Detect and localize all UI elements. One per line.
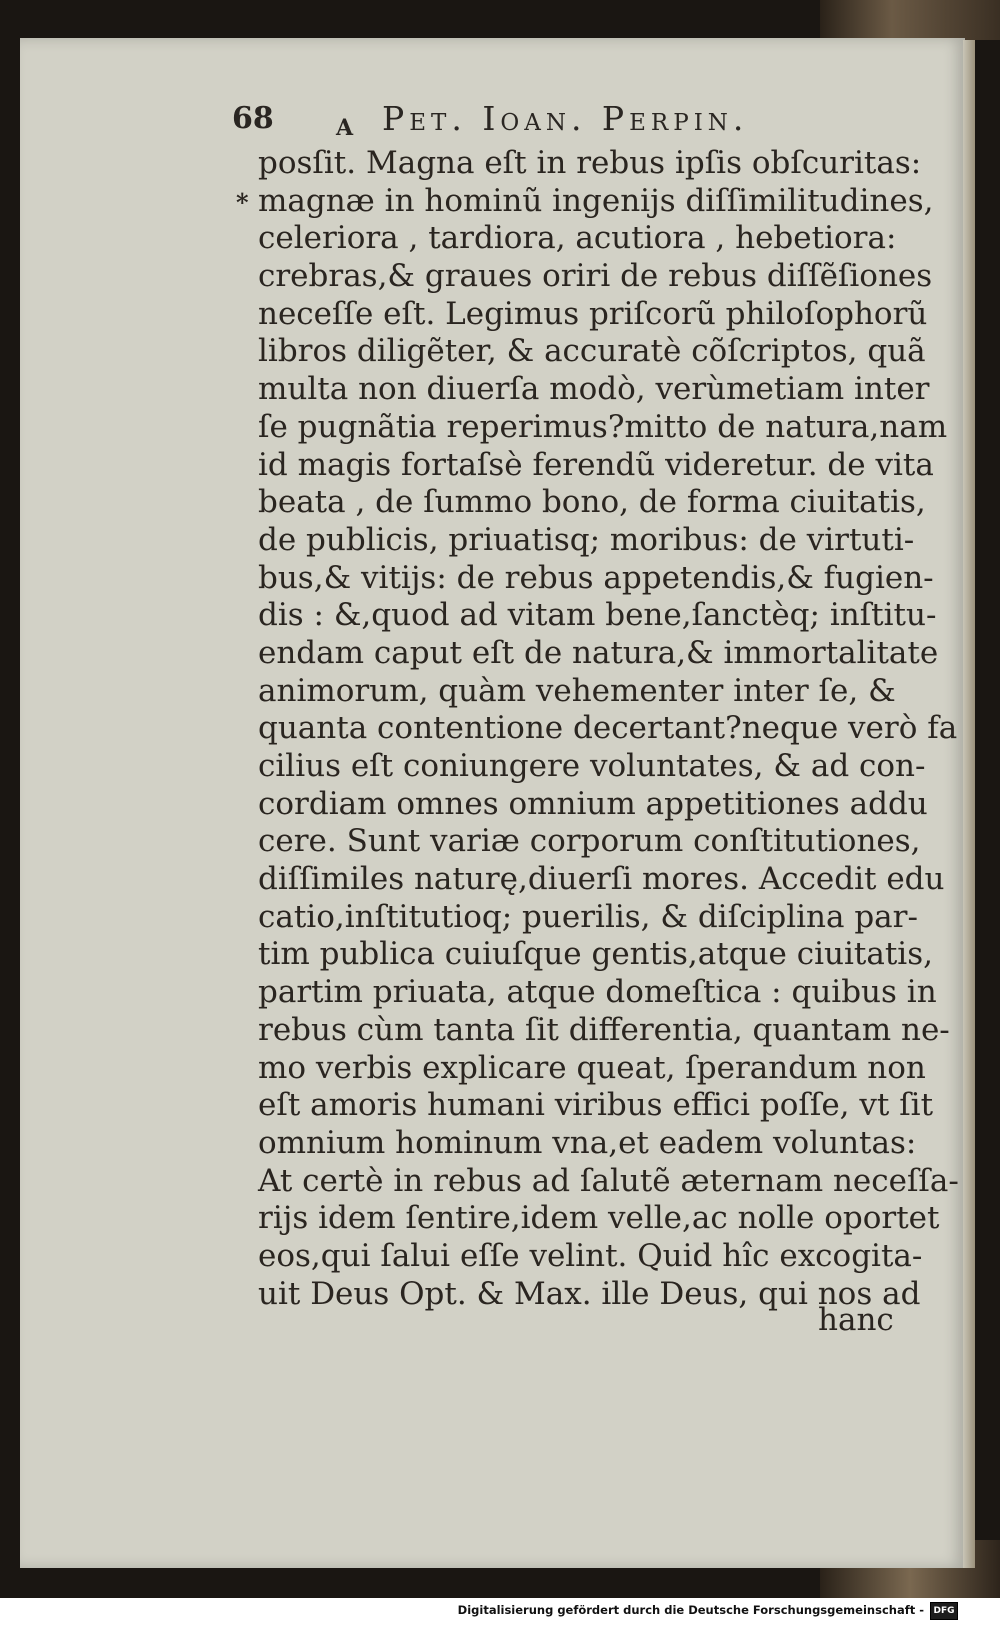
body-text [258, 145, 959, 1313]
page-header [232, 101, 792, 145]
text-line: mo verbis explicare queat, ſperandum non [258, 1049, 926, 1086]
text-line: de publicis, priuatisq; moribus: de virtuti- [258, 521, 915, 558]
text-line: multa non diuerſa modò, verùmetiam inter [258, 371, 930, 408]
catchword: hanc [818, 1302, 894, 1338]
folio-number: 68 [232, 101, 274, 136]
page-edge [963, 40, 975, 1568]
text-line: cordiam omnes omnium appetitiones addu [258, 785, 928, 822]
text-line: eos,qui ſalui eſſe velint. Quid hîc excogita- [258, 1237, 923, 1274]
text-line: diſſimiles naturę,diuerſi mores. Accedit edu [258, 861, 945, 898]
binding-top [820, 0, 1000, 40]
text-line: beata , de ſummo bono, de forma ciuitatis, [258, 484, 926, 521]
text-line: cilius eſt coniungere voluntates, & ad con- [258, 748, 926, 784]
text-line: magnæ in hominũ ingenijs diſſimilitudines, [258, 182, 934, 219]
text-line: crebras,& graues oriri de rebus diſſẽſiones [258, 258, 933, 295]
text-line: partim priuata, atque domeſtica : quibus in [258, 974, 937, 1011]
text-line: libros diligẽter, & accuratè cõſcriptos, quã [258, 333, 926, 370]
text-line: tim publica cuiuſque gentis,atque ciuitatis, [258, 936, 933, 973]
text-line: bus,& vitijs: de rebus appetendis,& fugien- [258, 559, 934, 596]
text-line: posſit. Magna eſt in rebus ipſis obſcuritas: [258, 145, 922, 181]
text-line: eſt amoris humani viribus effici poſſe, vt ſit [258, 1087, 934, 1124]
text-line: uit Deus Opt. & Max. ille Deus, qui nos ad [258, 1275, 921, 1312]
text-line: omnium hominum vna,et eadem voluntas: [258, 1124, 917, 1161]
margin-mark: * [236, 188, 249, 217]
dfg-logo[interactable]: DFG [930, 1602, 958, 1620]
text-line: cere. Sunt variæ corporum conſtitutiones, [258, 823, 921, 860]
text-line: id magis fortaſsè ferendũ videretur. de vita [258, 446, 934, 483]
text-line: ſe pugnãtia reperimus?mitto de natura,nam [258, 408, 948, 445]
text-line: animorum, quàm vehementer inter ſe, & [258, 672, 896, 709]
text-line: rijs idem ſentire,idem velle,ac nolle oportet [258, 1200, 940, 1237]
text-line: rebus cùm tanta ſit differentia, quantam ne- [258, 1011, 950, 1048]
text-line: dis : &,quod ad vitam bene,ſanctèq; inſtitu- [258, 597, 937, 634]
signature-mark: A [336, 115, 354, 141]
digitization-credit: Digitalisierung gefördert durch die Deutsche Forschungsgemeinschaft - [457, 1603, 924, 1617]
text-line: quanta contentione decertant?neque verò fa [258, 710, 958, 747]
text-line: At certè in rebus ad ſalutẽ æternam neceſſa- [258, 1162, 959, 1199]
running-head: Pet. Ioan. Perpin. [382, 99, 749, 138]
text-line: catio,inſtitutioq; puerilis, & diſciplina par- [258, 898, 918, 935]
text-line: neceſſe eſt. Legimus priſcorũ philoſophorũ [258, 295, 928, 332]
text-line: endam caput eſt de natura,& immortalitate [258, 634, 939, 671]
text-line: celeriora , tardiora, acutiora , hebetiora: [258, 220, 897, 257]
